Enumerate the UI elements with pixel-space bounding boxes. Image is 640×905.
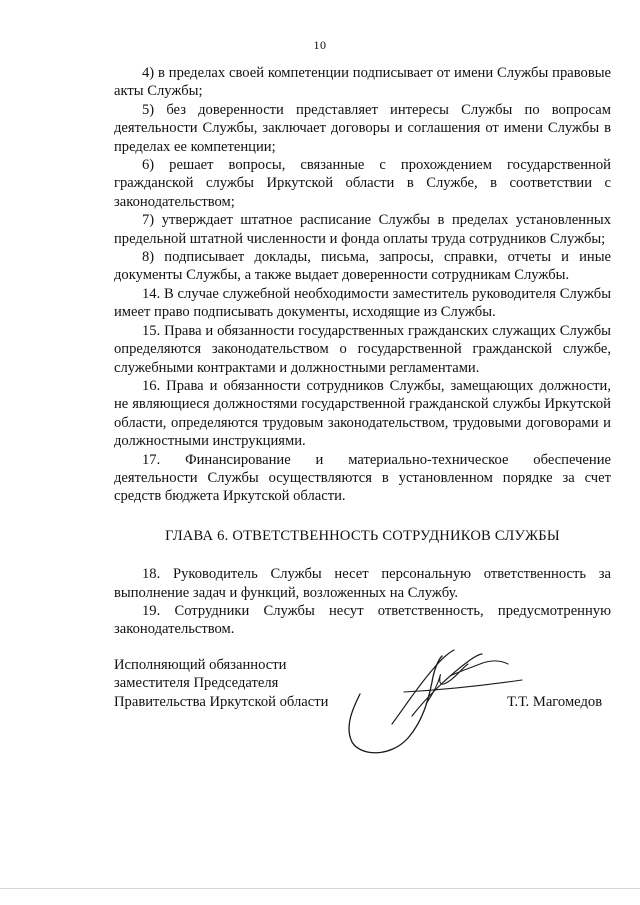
signature-block <box>114 656 614 796</box>
paragraph-item-8: 8) подписывает доклады, письма, запросы, справки, отчеты и иные документы Службы, а также выдает доверенности сотрудникам Службы. <box>114 249 611 284</box>
paragraph-item-6: 6) решает вопросы, связанные с прохождением государственной гражданской службы Иркутской области в Службе, в соответствии с законодательством; <box>114 157 611 210</box>
handwritten-signature <box>330 646 530 766</box>
page-number: 10 <box>313 38 327 52</box>
paragraph-clause-16: 16. Права и обязанности сотрудников Службы, замещающих должности, не являющиеся должностями государственной гражданской службы Иркутской области, определяются трудовым законодательством, трудовыми договорами и должностными инструкциями. <box>114 377 611 450</box>
paragraph-item-5: 5) без доверенности представляет интересы Службы по вопросам деятельности Службы, заключает договоры и соглашения от имени Службы в пределах ее компетенции; <box>114 101 611 155</box>
signatory-title-line: Исполняющий обязанности <box>114 657 287 673</box>
paragraph-clause-17: 17. Финансирование и материально-техническое обеспечение деятельности Службы осуществляются в установленном порядке за счет средств бюджета Иркутской области. <box>114 451 611 505</box>
paragraph-clause-14: 14. В случае служебной необходимости заместитель руководителя Службы имеет право подписывать документы, исходящие из Службы. <box>114 285 611 321</box>
paragraph-clause-18: 18. Руководитель Службы несет персональную ответственность за выполнение задач и функций, возложенных на Службу. <box>114 566 611 601</box>
scan-edge-divider <box>0 888 640 889</box>
signatory-title-line: заместителя Председателя <box>114 675 279 692</box>
paragraph-clause-15: 15. Права и обязанности государственных гражданских служащих Службы определяются законодательством о государственной гражданской службе, служебными контрактами и должностными регламентами. <box>114 322 611 376</box>
paragraph-clause-19: 19. Сотрудники Службы несут ответственность, предусмотренную законодательством. <box>114 602 611 638</box>
document-body <box>114 64 611 639</box>
paragraph-item-4: 4) в пределах своей компетенции подписывает от имени Службы правовые акты Службы; <box>114 65 611 100</box>
signatory-title-line: Правительства Иркутской области <box>114 693 329 710</box>
signatory-name: Т.Т. Магомедов <box>507 693 603 710</box>
paragraph-item-7: 7) утверждает штатное расписание Службы в пределах установленных предельной штатной численности и фонда оплаты труда сотрудников Службы; <box>114 212 611 247</box>
chapter-heading: ГЛАВА 6. ОТВЕТСТВЕННОСТЬ СОТРУДНИКОВ СЛУЖБЫ <box>165 527 560 544</box>
